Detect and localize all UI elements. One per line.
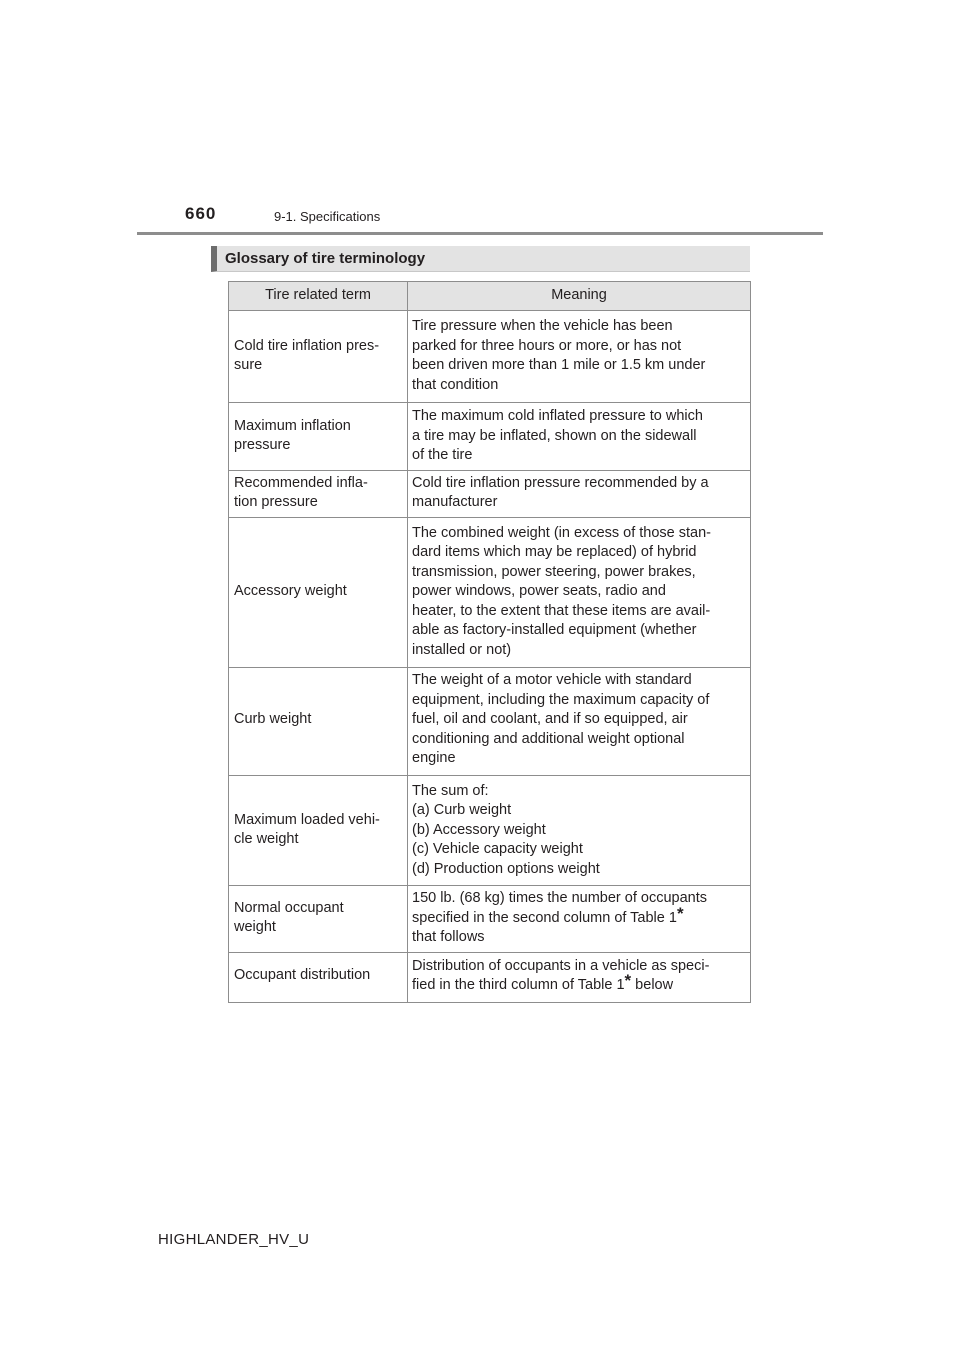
table-row — [229, 952, 751, 1002]
section-title: 9-1. Specifications — [274, 209, 381, 224]
meaning-cell: Distribution of occupants in a vehicle as speci- fied in the third column of Table 1* below — [408, 952, 751, 1002]
term-cell: Recommended infla- tion pressure — [229, 470, 408, 517]
meaning-cell: The combined weight (in excess of those stan- dard items which may be replaced) of hybrid transmission, power steering, power brakes, power windows, power seats, radio and heater, to the extent that these items are avail- able as factory-installed equipment (whether installed or not) — [408, 517, 751, 668]
table-row — [229, 775, 751, 886]
meaning-cell: 150 lb. (68 kg) times the number of occupants specified in the second column of Table 1* that follows — [408, 886, 751, 953]
meaning-cell: Cold tire inflation pressure recommended by a manufacturer — [408, 470, 751, 517]
glossary-title: Glossary of tire terminology — [225, 250, 426, 267]
table-row — [229, 517, 751, 668]
document-id: HIGHLANDER_HV_U — [158, 1231, 310, 1248]
table-header-row — [229, 282, 751, 311]
table-row — [229, 668, 751, 776]
glossary-heading — [211, 246, 750, 272]
term-cell: Maximum loaded vehi- cle weight — [229, 775, 408, 886]
tire-glossary-table — [228, 281, 751, 1003]
term-cell: Accessory weight — [229, 517, 408, 668]
table-body — [229, 311, 751, 1003]
table-row — [229, 886, 751, 953]
term-cell: Normal occupant weight — [229, 886, 408, 953]
meaning-cell: The sum of: (a) Curb weight (b) Accessory weight (c) Vehicle capacity weight (d) Production options weight — [408, 775, 751, 886]
table-row — [229, 403, 751, 471]
column-header-term: Tire related term — [229, 282, 408, 311]
meaning-cell: The weight of a motor vehicle with standard equipment, including the maximum capacity of fuel, oil and coolant, and if so equipped, air conditioning and additional weight optional engine — [408, 668, 751, 776]
meaning-cell: The maximum cold inflated pressure to which a tire may be inflated, shown on the sidewall of the tire — [408, 403, 751, 471]
meaning-cell: Tire pressure when the vehicle has been parked for three hours or more, or has not been driven more than 1 mile or 1.5 km under that condition — [408, 311, 751, 403]
header-divider — [137, 232, 823, 235]
term-cell: Curb weight — [229, 668, 408, 776]
term-cell: Maximum inflation pressure — [229, 403, 408, 471]
term-cell: Cold tire inflation pres- sure — [229, 311, 408, 403]
page-number: 660 — [185, 204, 217, 223]
table-row — [229, 311, 751, 403]
term-cell: Occupant distribution — [229, 952, 408, 1002]
column-header-meaning: Meaning — [408, 282, 751, 311]
table-row — [229, 470, 751, 517]
